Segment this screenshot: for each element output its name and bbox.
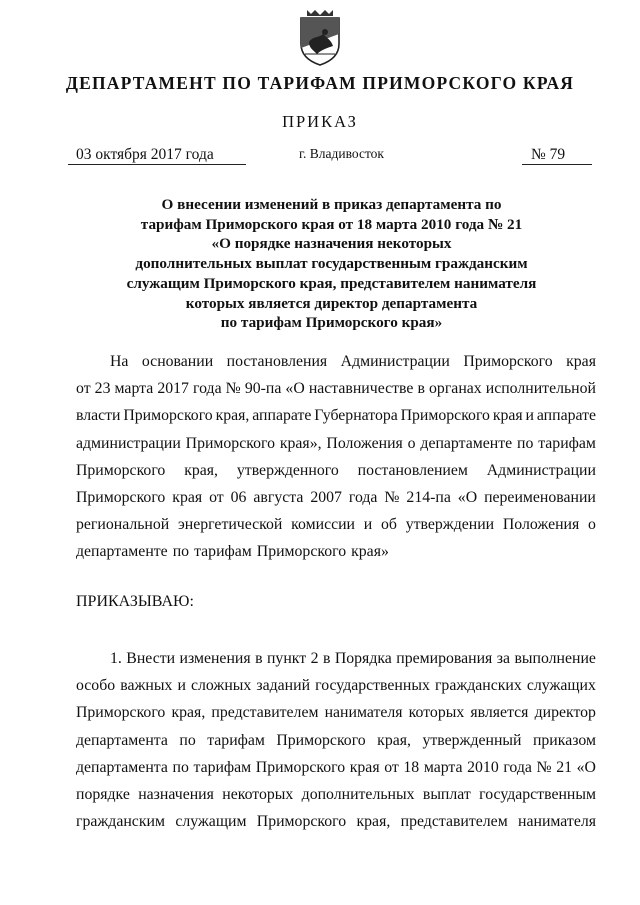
title-line: «О порядке назначения некоторых — [211, 235, 452, 253]
title-line: которых является директор департамента — [185, 294, 478, 312]
department-name: ДЕПАРТАМЕНТ ПО ТАРИФАМ ПРИМОРСКОГО КРАЯ — [65, 73, 575, 93]
text-line: Приморского края от 06 августа 2007 года № 214-па «О переименовании — [76, 489, 596, 507]
text-line: 1. Внести изменения в пункт 2 в Порядка премирования за выполнение — [110, 650, 596, 667]
city: г. Владивосток — [299, 146, 384, 161]
text-line: от 23 марта 2017 года № 90-па «О наставничестве в органах исполнительной — [76, 380, 596, 398]
text-line: региональной энергетической комиссии и об утверждении Положения о — [76, 516, 596, 534]
order-title — [70, 195, 593, 333]
coat-of-arms-emblem — [297, 8, 343, 66]
item-1-paragraph — [76, 645, 596, 835]
title-line: дополнительных выплат государственным гражданским — [135, 255, 528, 273]
title-line: тарифам Приморского края от 18 марта 2010 года № 21 — [140, 215, 523, 233]
text-line: департаменте по тарифам Приморского края» — [76, 543, 389, 561]
number-underline — [522, 164, 592, 165]
document-type: ПРИКАЗ — [282, 112, 358, 131]
preamble-paragraph — [76, 348, 596, 566]
text-line: власти Приморского края, аппарате Губернатора Приморского края и аппарате — [76, 407, 596, 425]
order-word: ПРИКАЗЫВАЮ: — [76, 593, 194, 610]
text-line: Приморского края, представителем нанимателя которых является директор — [76, 704, 596, 722]
order-date: 03 октября 2017 года — [76, 146, 214, 163]
text-line: департамента по тарифам Приморского края, утвержденный приказом — [76, 731, 596, 749]
text-line: департамента по тарифам Приморского края от 18 марта 2010 года № 21 «О — [76, 758, 596, 776]
title-line: служащим Приморского края, представителем нанимателя — [126, 274, 537, 292]
text-line: порядке назначения некоторых дополнительных выплат государственным — [76, 786, 596, 804]
text-line: администрации Приморского края», Положения о департаменте по тарифам — [76, 434, 596, 452]
text-line: особо важных и сложных заданий государственных гражданских служащих — [76, 677, 596, 695]
text-line: Приморского края, утвержденного постановлением Администрации — [76, 461, 596, 479]
text-line: На основании постановления Администрации Приморского края — [110, 353, 596, 370]
title-line: по тарифам Приморского края» — [220, 314, 443, 332]
date-underline — [68, 164, 246, 165]
text-line: гражданским служащим Приморского края, представителем нанимателя — [76, 813, 596, 831]
title-line: О внесении изменений в приказ департамента по — [161, 196, 502, 213]
order-number: № 79 — [531, 146, 566, 163]
